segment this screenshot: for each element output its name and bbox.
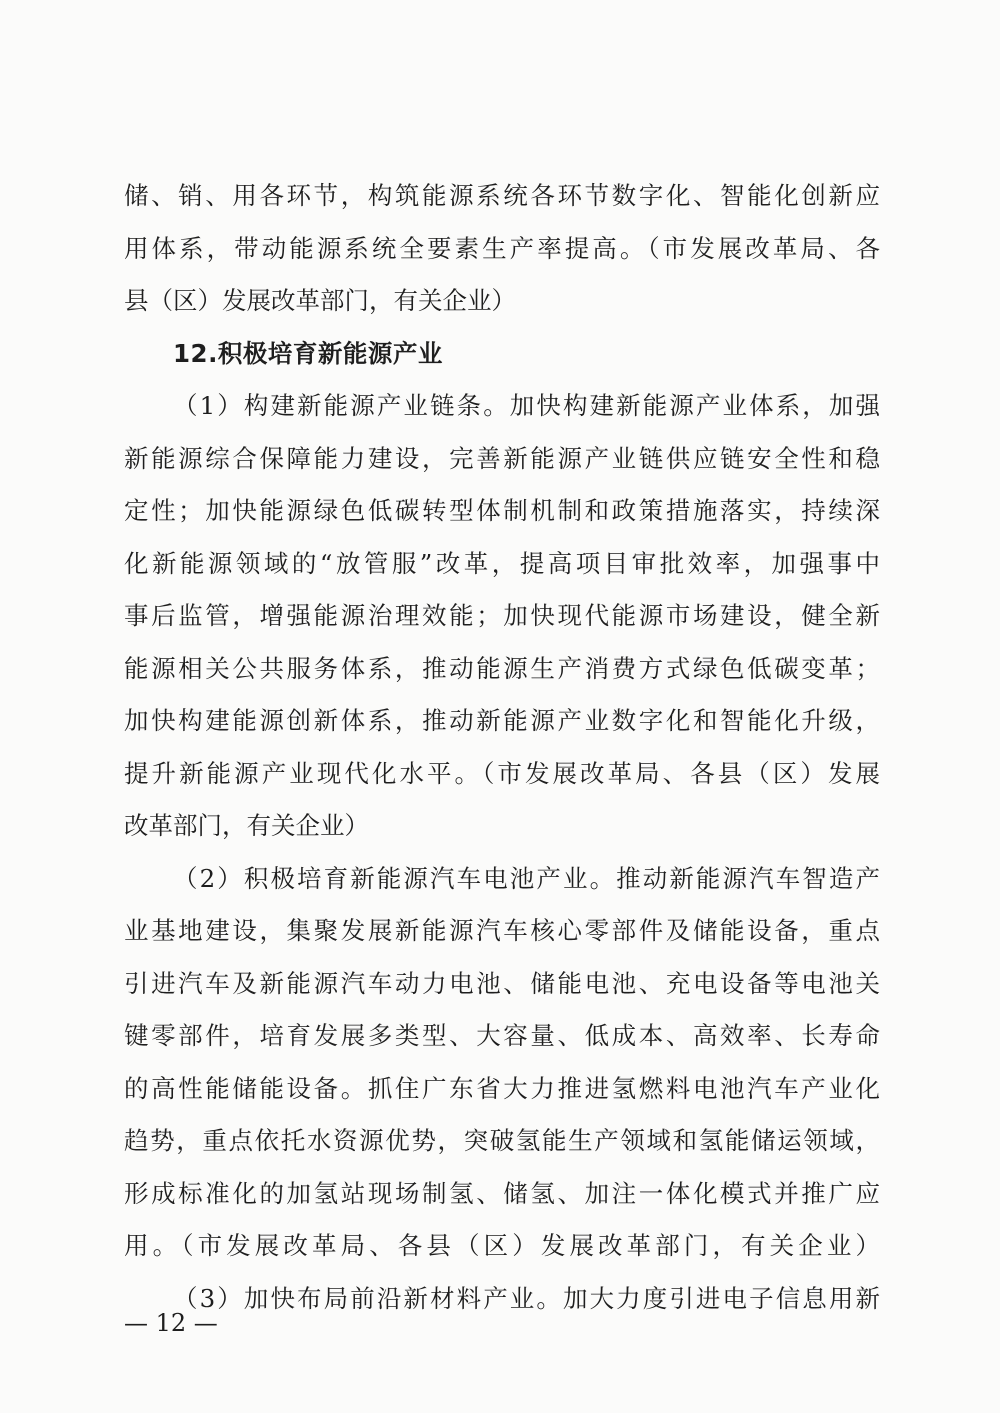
text-line: 键零部件，培育发展多类型、大容量、低成本、高效率、长寿命: [124, 1021, 880, 1050]
text-line: 用。（市发展改革局、各县（区）发展改革部门，有关企业）: [124, 1231, 880, 1260]
text-line: 储、销、用各环节，构筑能源系统各环节数字化、智能化创新应: [124, 181, 880, 210]
paragraph-start-line: （1）构建新能源产业链条。加快构建新能源产业体系，加强: [173, 391, 880, 420]
text-line: 提升新能源产业现代化水平。（市发展改革局、各县（区）发展: [124, 758, 880, 788]
text-line: 定性；加快能源绿色低碳转型体制机制和政策措施落实，持续深: [124, 496, 880, 525]
text-line: 改革部门，有关企业）: [124, 811, 369, 840]
text-line: 的高性能储能设备。抓住广东省大力推进氢燃料电池汽车产业化: [124, 1073, 880, 1103]
text-line: 形成标准化的加氢站现场制氢、储氢、加注一体化模式并推广应: [124, 1178, 880, 1208]
text-line: 事后监管，增强能源治理效能；加快现代能源市场建设，健全新: [124, 601, 880, 630]
document-body: [124, 170, 880, 1325]
page-number: — 12 —: [124, 1309, 218, 1337]
section-heading: 12.积极培育新能源产业: [173, 338, 443, 368]
text-line: 加快构建能源创新体系，推动新能源产业数字化和智能化升级，: [124, 706, 880, 735]
text-line: 业基地建设，集聚发展新能源汽车核心零部件及储能设备，重点: [124, 916, 880, 945]
paragraph-start-line: （2）积极培育新能源汽车电池产业。推动新能源汽车智造产: [173, 863, 880, 893]
text-line: 县（区）发展改革部门，有关企业）: [124, 286, 516, 315]
text-line: 化新能源领域的“放管服”改革，提高项目审批效率，加强事中: [124, 548, 880, 578]
text-line: 引进汽车及新能源汽车动力电池、储能电池、充电设备等电池关: [124, 968, 880, 998]
text-line: 用体系，带动能源系统全要素生产率提高。（市发展改革局、各: [124, 233, 880, 263]
text-line: 趋势，重点依托水资源优势，突破氢能生产领域和氢能储运领域，: [124, 1126, 880, 1155]
text-line: 能源相关公共服务体系，推动能源生产消费方式绿色低碳变革；: [124, 653, 880, 683]
text-line: 新能源综合保障能力建设，完善新能源产业链供应链安全性和稳: [124, 443, 880, 473]
paragraph-start-line: （3）加快布局前沿新材料产业。加大力度引进电子信息用新: [173, 1283, 880, 1313]
